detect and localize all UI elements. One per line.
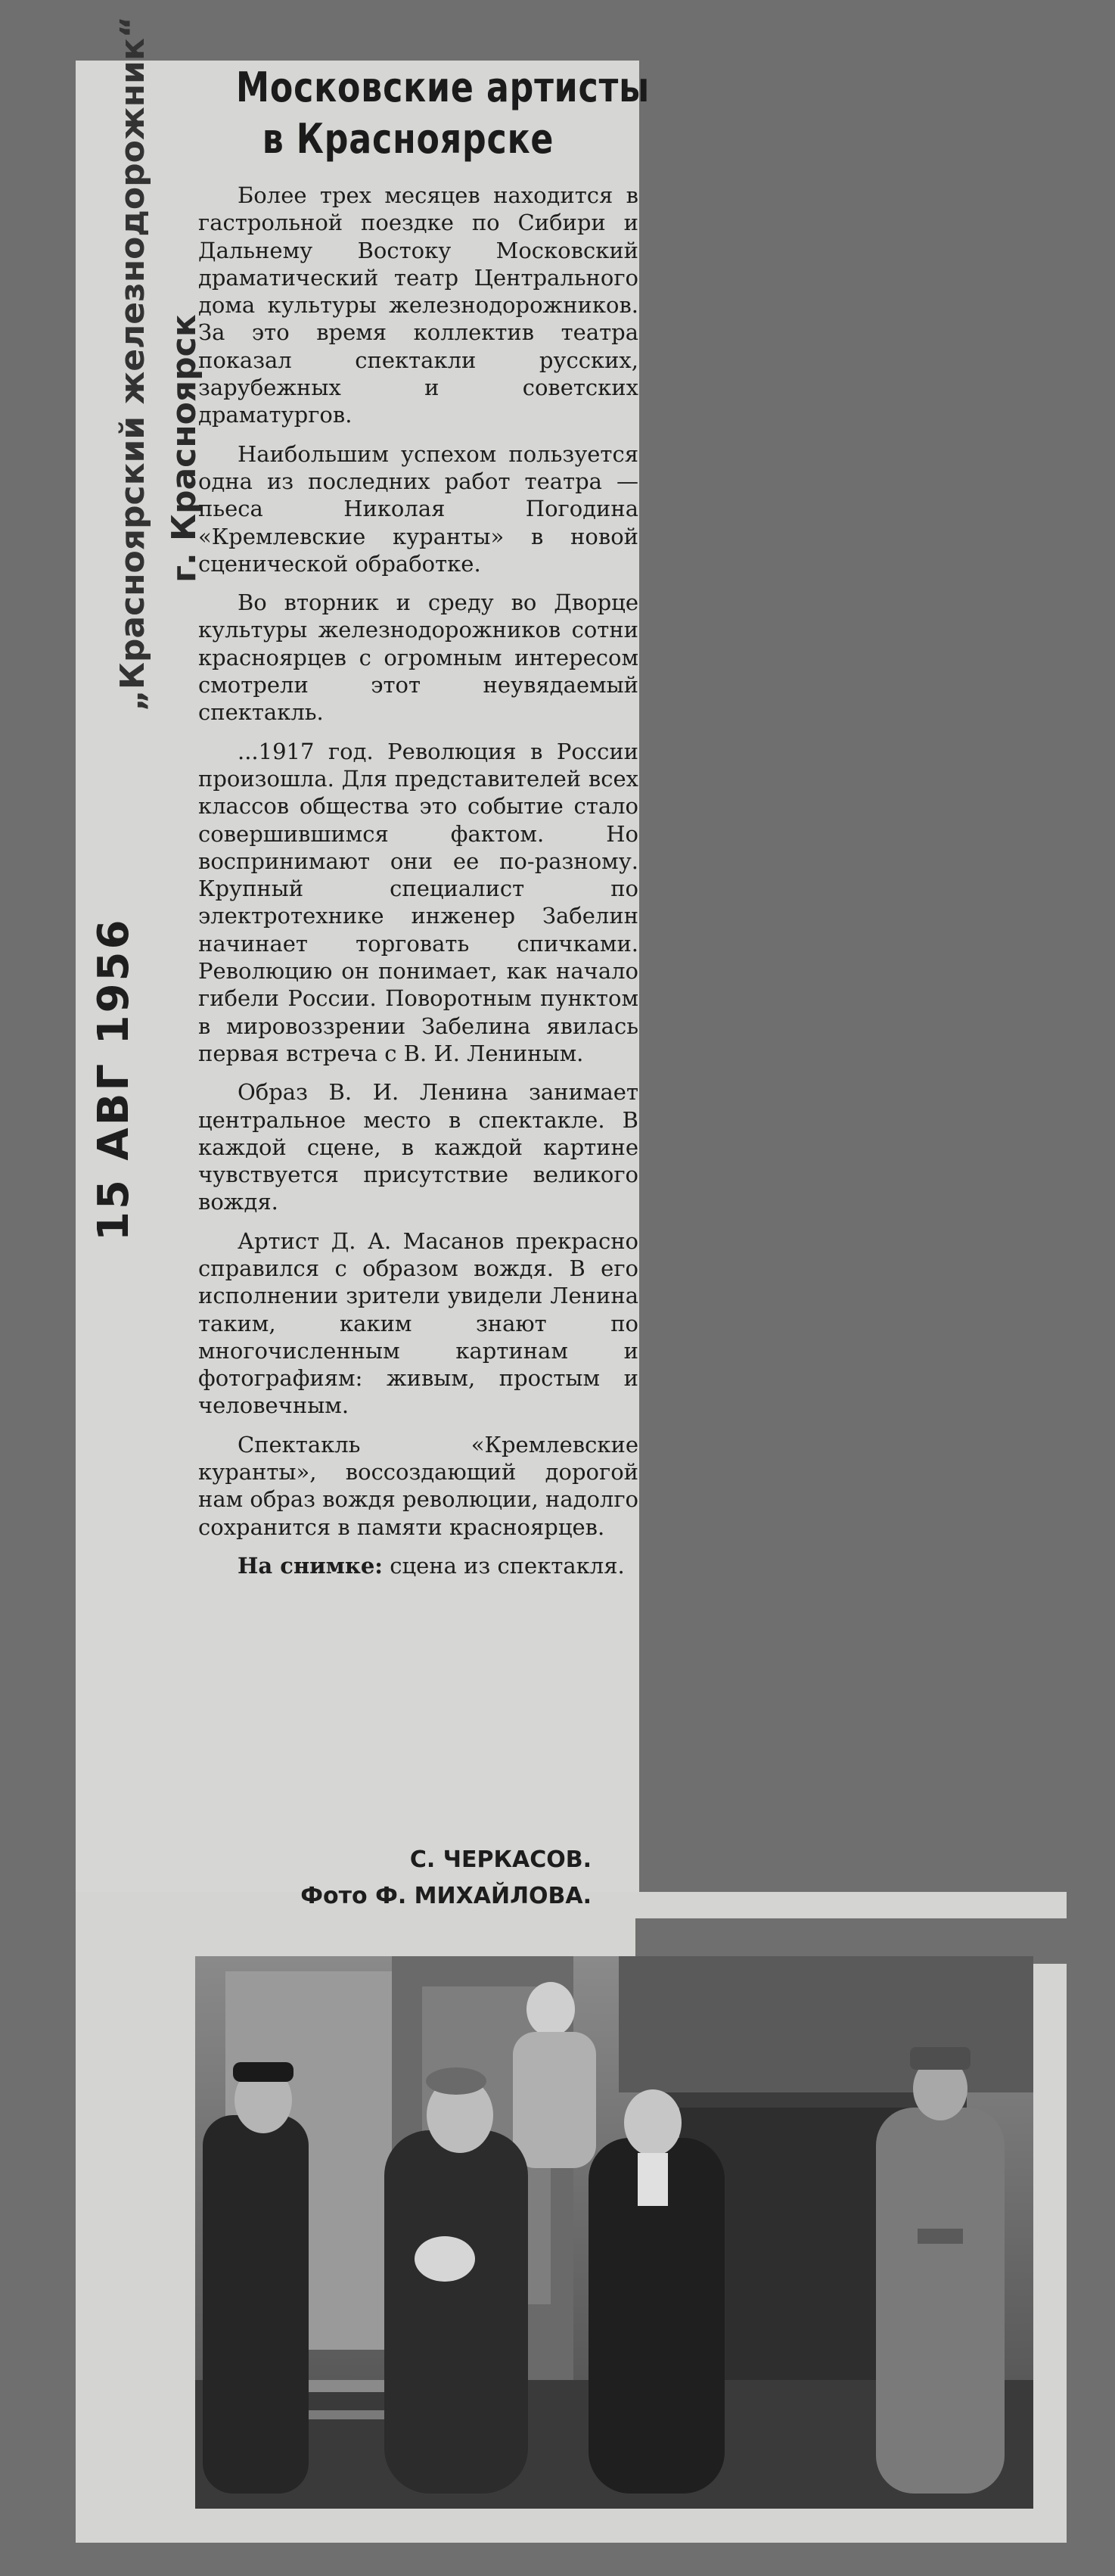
newspaper-name: „Красноярский железнодорожник“ — [113, 16, 152, 711]
scene-photo-illustration — [195, 1956, 1033, 2509]
caption-lead: На снимке: — [238, 1552, 383, 1579]
scene-photo — [195, 1956, 1033, 2509]
paragraph: Во вторник и среду во Дворце культуры железнодорожников сотни красноярцев с огромным интересом смотрели этот неувядаемый спектакль. — [198, 590, 638, 726]
article-body — [198, 182, 638, 1591]
article-title-line-1: Московские артисты — [235, 64, 650, 111]
newspaper-city: г. Красноярск — [165, 314, 203, 583]
paragraph: ...1917 год. Революция в России произошла. Для представителей всех классов общества это событие стало совершившимся фактом. Но воспринимают они ее по-разному. Крупный специалист по электротехнике инженер Забелин начинает торговать спичками. Революцию он понимает, как начало гибели России. Поворотным пунктом в мировоззрении Забелина явилась первая встреча с В. И. Лениным. — [198, 738, 638, 1066]
paragraph: Более трех месяцев находится в гастрольной поездке по Сибири и Дальнему Востоку Московский драматический театр Центрального дома культуры железнодорожников. За это время коллектив театра показал спектакли русских, зарубежных и советских драматургов. — [198, 182, 638, 428]
article-title — [235, 62, 650, 165]
caption-text: сцена из спектакля. — [382, 1552, 625, 1579]
paragraph: Наибольшим успехом пользуется одна из последних работ театра — пьеса Николая Погодина «Кремлевские куранты» в новой сценической обработке. — [198, 440, 638, 577]
photo-caption — [198, 1552, 638, 1579]
author-signature: С. ЧЕРКАСОВ. — [409, 1846, 592, 1873]
article-title-line-2: в Красноярске — [262, 115, 554, 163]
paragraph: Спектакль «Кремлевские куранты», воссоздающий дорогой нам образ вождя революции, надолго сохранится в памяти красноярцев. — [198, 1431, 638, 1540]
paragraph: Образ В. И. Ленина занимает центральное место в спектакле. В каждой сцене, в каждой картине чувствуется присутствие великого вождя. — [198, 1079, 638, 1215]
photo-credit: Фото Ф. МИХАЙЛОВА. — [300, 1883, 592, 1909]
date-stamp: 15 АВГ 1956 — [89, 917, 138, 1241]
paragraph: Артист Д. А. Масанов прекрасно справился с образом вождя. В его исполнении зрители увидели Ленина таким, каким знают по многочисленным картинам и фотографиям: живым, простым и человечным. — [198, 1227, 638, 1419]
